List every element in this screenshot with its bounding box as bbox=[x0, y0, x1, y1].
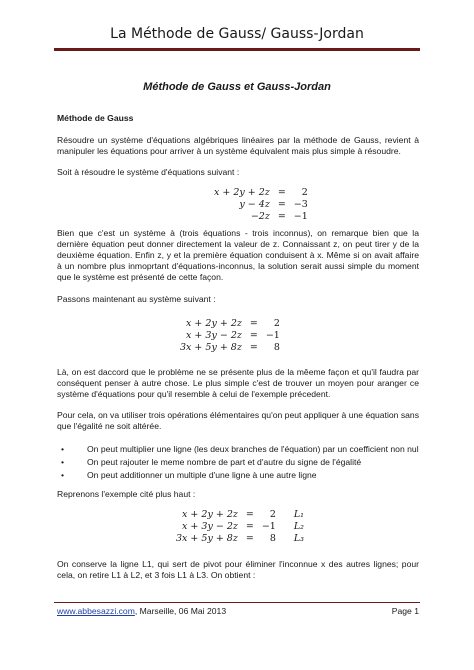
equation-rhs: −1 bbox=[261, 521, 276, 532]
equation-lhs: x + 3y − 2z bbox=[182, 521, 238, 532]
paragraph-5: Là, on est daccord que le problème ne se présente plus de la mêeme façon et qu'il faudra par conséquent penser à autre chose. Le plus simple c'est de trouver un moyen pour aranger ce système d'équations pour qu'il resemble à celui de l'exemple précedent. bbox=[57, 367, 419, 399]
equation-sign: = bbox=[277, 211, 286, 222]
equation-rhs: 2 bbox=[273, 318, 280, 329]
equation-lhs: y − 4z bbox=[239, 199, 270, 210]
equation-system-3 bbox=[172, 509, 308, 545]
equation-row bbox=[172, 521, 308, 533]
equation-label: L₁ bbox=[293, 509, 304, 520]
equation-sign: = bbox=[249, 342, 258, 353]
page-number: Page 1 bbox=[391, 606, 419, 616]
section-heading: Méthode de Gauss bbox=[57, 113, 134, 123]
paragraph-4: Passons maintenant au système suivant : bbox=[57, 294, 216, 304]
bullet-icon: • bbox=[61, 470, 65, 480]
list-item bbox=[57, 469, 419, 482]
equation-row bbox=[176, 318, 284, 330]
footer-location-date: , Marseille, 06 Mai 2013 bbox=[134, 606, 227, 616]
equation-rhs: 2 bbox=[269, 509, 276, 520]
equation-sign: = bbox=[249, 318, 258, 329]
equation-sign: = bbox=[277, 199, 286, 210]
equation-row bbox=[210, 211, 312, 223]
equation-row bbox=[172, 533, 308, 545]
equation-label: L₃ bbox=[293, 533, 304, 544]
equation-sign: = bbox=[277, 187, 286, 198]
equation-sign: = bbox=[245, 533, 254, 544]
equation-rhs: 2 bbox=[301, 187, 308, 198]
equation-lhs: x + 2y + 2z bbox=[182, 509, 238, 520]
document-title: Méthode de Gauss et Gauss-Jordan bbox=[143, 81, 331, 93]
equation-rhs: −1 bbox=[293, 211, 308, 222]
paragraph-7: Reprenons l'exemple cité plus haut : bbox=[57, 489, 196, 499]
equation-row bbox=[210, 187, 312, 199]
equation-row bbox=[210, 199, 312, 211]
bullet-icon: • bbox=[61, 457, 65, 467]
footer bbox=[57, 606, 419, 616]
paragraph-8: On conserve la ligne L1, qui sert de pivot pour éliminer l'inconnue x des autres lignes; pour cela, on retire L1 à L2, et 3 fois L1 à L3. On obtient : bbox=[57, 559, 419, 580]
equation-rhs: −1 bbox=[265, 330, 280, 341]
list-item bbox=[57, 456, 419, 469]
paragraph-6: Pour cela, on va utiliser trois opérations élémentaires qu'on peut appliquer à une équation sans que l'égalité ne soit altérée. bbox=[57, 410, 419, 431]
equation-label: L₂ bbox=[293, 521, 304, 532]
equation-row bbox=[176, 342, 284, 354]
equation-lhs: x + 2y + 2z bbox=[214, 187, 270, 198]
operations-list bbox=[57, 443, 419, 482]
equation-rhs: −3 bbox=[293, 199, 308, 210]
equation-lhs: 3x + 5y + 8z bbox=[176, 533, 238, 544]
equation-lhs: x + 2y + 2z bbox=[186, 318, 242, 329]
paragraph-3: Bien que c'est un système à (trois équations - trois inconnus), on remarque bien que la dernière équation peut donner directement la valeur de z. Connaissant z, on peut tirer y de la deuxième équation. Enfin z, y et la première équation conduisent à x. Même si on avait affaire à un nombre plus inmoprtant d'équations-inconnus, la solution serait aussi simple du moment que le système est présenté de cette façon. bbox=[57, 228, 419, 282]
paragraph-2: Soit à résoudre le système d'équations suivant : bbox=[57, 167, 240, 177]
equation-sign: = bbox=[249, 330, 258, 341]
equation-rhs: 8 bbox=[273, 342, 280, 353]
equation-rhs: 8 bbox=[269, 533, 276, 544]
equation-row bbox=[176, 330, 284, 342]
paragraph-1: Résoudre un système d'équations algébriques linéaires par la méthode de Gauss, revient à manipuler les équations pour arriver à un système équivalent mais plus simple à résoudre. bbox=[57, 135, 419, 156]
list-item-text: On peut multiplier une ligne (les deux branches de l'équation) par un coefficient non nul bbox=[87, 444, 419, 454]
bullet-icon: • bbox=[61, 444, 65, 454]
equation-system-1 bbox=[210, 187, 312, 223]
equation-lhs: −2z bbox=[250, 211, 270, 222]
equation-row bbox=[172, 509, 308, 521]
list-item-text: On peut additionner un multiple d'une ligne à une autre ligne bbox=[87, 470, 317, 480]
equation-lhs: x + 3y − 2z bbox=[186, 330, 242, 341]
equation-system-2 bbox=[176, 318, 284, 354]
footer-rule bbox=[54, 602, 420, 603]
equation-lhs: 3x + 5y + 8z bbox=[180, 342, 242, 353]
header-rule bbox=[54, 48, 420, 51]
equation-sign: = bbox=[245, 509, 254, 520]
list-item bbox=[57, 443, 419, 456]
header-title: La Méthode de Gauss/ Gauss-Jordan bbox=[110, 26, 364, 42]
equation-sign: = bbox=[245, 521, 254, 532]
website-link[interactable]: www.abbesazzi.com bbox=[57, 606, 135, 616]
list-item-text: On peut rajouter le meme nombre de part et d'autre du signe de l'égalité bbox=[87, 457, 362, 467]
